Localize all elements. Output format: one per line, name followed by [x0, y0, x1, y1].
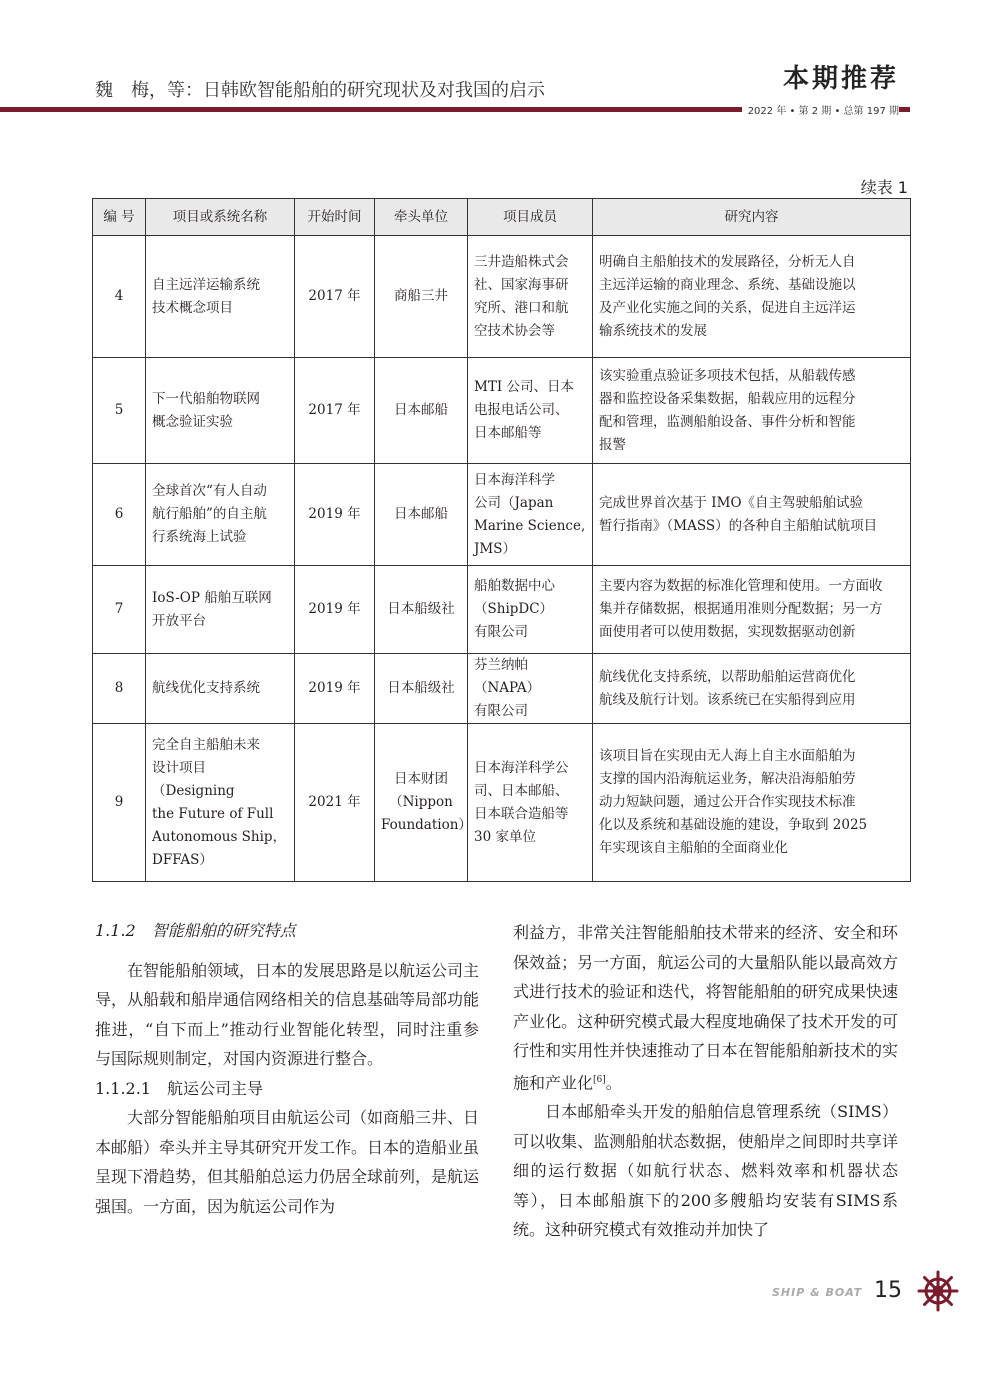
header-members: 项目成员 [468, 199, 593, 236]
header-lead: 牵头单位 [375, 199, 468, 236]
cell-start: 2021 年 [295, 724, 375, 882]
citation-ref[interactable]: [6] [593, 1074, 606, 1085]
cell-no: 6 [93, 464, 146, 566]
cell-content: 完成世界首次基于 IMO《自主驾驶船舶试验 暂行指南》（MASS）的各种自主船舶试航项目 [593, 464, 911, 566]
cell-start: 2019 年 [295, 654, 375, 724]
table-row [93, 464, 911, 566]
paragraph: 大部分智能船舶项目由航运公司（如商船三井、日本邮船）牵头并主导其研究开发工作。日本的造船业虽呈现下滑趋势，但其船舶总运力仍居全球前列，是航运强国。一方面，因为航运公司作为 [95, 1108, 480, 1216]
cell-content: 该实验重点验证多项技术包括，从船载传感 器和监控设备采集数据，船载应用的远程分 配和管理，监测船舶设备、事件分析和智能 报警 [593, 358, 911, 464]
paragraph: 日本邮船牵头开发的船舶信息管理系统（SIMS）可以收集、监测船舶状态数据，使船岸之间即时共享详细的运行数据（如航行状态、燃料效率和机器状态等），日本邮船旗下的200多艘船均安装有SIMS系统。这种研究模式有效推动并加快了 [513, 1102, 898, 1240]
cell-members: 日本海洋科学公 司、日本邮船、 日本联合造船等 30 家单位 [468, 724, 593, 882]
running-header-title: 魏 梅，等：日韩欧智能船舶的研究现状及对我国的启示 [95, 80, 545, 101]
issue-info: 2022 年 • 第 2 期 • 总第 197 期 [742, 102, 899, 117]
cell-start: 2017 年 [295, 236, 375, 358]
cell-content: 航线优化支持系统，以帮助船舶运营商优化 航线及航行计划。该系统已在实船得到应用 [593, 654, 911, 724]
cell-members: 芬兰纳帕（NAPA） 有限公司 [468, 654, 593, 724]
table-row [93, 566, 911, 654]
cell-no: 4 [93, 236, 146, 358]
ship-wheel-icon [916, 1269, 960, 1313]
cell-name: 下一代船舶物联网 概念验证实验 [146, 358, 295, 464]
cell-no: 8 [93, 654, 146, 724]
cell-lead: 日本邮船 [375, 464, 468, 566]
page-number: 15 [874, 1278, 902, 1303]
header-name: 项目或系统名称 [146, 199, 295, 236]
cell-start: 2019 年 [295, 464, 375, 566]
cell-no: 9 [93, 724, 146, 882]
cell-lead: 商船三井 [375, 236, 468, 358]
cell-members: 三井造船株式会 社、国家海事研 究所、港口和航 空技术协会等 [468, 236, 593, 358]
cell-name: 完全自主船舶未来 设计项目（Designing the Future of Full Autonomous Ship， DFFAS） [146, 724, 295, 882]
cell-lead: 日本邮船 [375, 358, 468, 464]
cell-lead: 日本船级社 [375, 566, 468, 654]
header-no: 编 号 [93, 199, 146, 236]
table-row [93, 236, 911, 358]
cell-members: 船舶数据中心 （ShipDC） 有限公司 [468, 566, 593, 654]
right-column [513, 918, 898, 1245]
cell-name: 全球首次“有人自动 航行船舶”的自主航 行系统海上试验 [146, 464, 295, 566]
cell-no: 5 [93, 358, 146, 464]
cell-members: 日本海洋科学 公司（Japan Marine Science, JMS） [468, 464, 593, 566]
cell-content: 该项目旨在实现由无人海上自主水面船舶为 支撑的国内沿海航运业务，解决沿海船舶劳 动力短缺问题，通过公开合作实现技术标准 化以及系统和基础设施的建设，争取到 2025 年实现该自主船舶的全面商业化 [593, 724, 911, 882]
cell-name: 航线优化支持系统 [146, 654, 295, 724]
table-row [93, 358, 911, 464]
header-content: 研究内容 [593, 199, 911, 236]
project-table [92, 198, 911, 882]
table-row [93, 654, 911, 724]
cell-no: 7 [93, 566, 146, 654]
cell-name: 自主远洋运输系统 技术概念项目 [146, 236, 295, 358]
cell-start: 2017 年 [295, 358, 375, 464]
paragraph: 在智能船舶领域，日本的发展思路是以航运公司主导，从船载和船岸通信网络相关的信息基础等局部功能推进，“自下而上”推动行业智能化转型，同时注重参与国际规则制定，对国内资源进行整合。 [95, 960, 480, 1068]
table-row [93, 724, 911, 882]
cell-name: IoS-OP 船舶互联网 开放平台 [146, 566, 295, 654]
paragraph: 利益方，非常关注智能船舶技术带来的经济、安全和环保效益；另一方面，航运公司的大量船队能以最高效方式进行技术的验证和迭代，将智能船舶的研究成果快速产业化。这种研究模式最大程度地确保了技术开发的可行性和实用性并快速推动了日本在智能船舶新技术的实施和产业化[6]。 [513, 923, 898, 1092]
cell-content: 明确自主船舶技术的发展路径，分析无人自 主远洋运输的商业理念、系统、基础设施以 及产业化实施之间的关系，促进自主远洋运 输系统技术的发展 [593, 236, 911, 358]
table-header-row [93, 199, 911, 236]
footer-brand: SHIP & BOAT [772, 1286, 863, 1299]
cell-lead: 日本船级社 [375, 654, 468, 724]
heading-1-1-2: 1.1.2 智能船舶的研究特点 [95, 921, 296, 940]
cell-start: 2019 年 [295, 566, 375, 654]
header-start: 开始时间 [295, 199, 375, 236]
cell-lead: 日本财团 （Nippon Foundation） [375, 724, 468, 882]
cell-members: MTI 公司、日本 电报电话公司、 日本邮船等 [468, 358, 593, 464]
cell-content: 主要内容为数据的标准化管理和使用。一方面收 集并存储数据，根据通用准则分配数据；另一方 面使用者可以使用数据，实现数据驱动创新 [593, 566, 911, 654]
left-column [95, 916, 479, 1221]
heading-1-1-2-1: 1.1.2.1 航运公司主导 [95, 1078, 263, 1098]
section-title: 本期推荐 [782, 64, 899, 94]
table-caption: 续表 1 [860, 178, 908, 197]
